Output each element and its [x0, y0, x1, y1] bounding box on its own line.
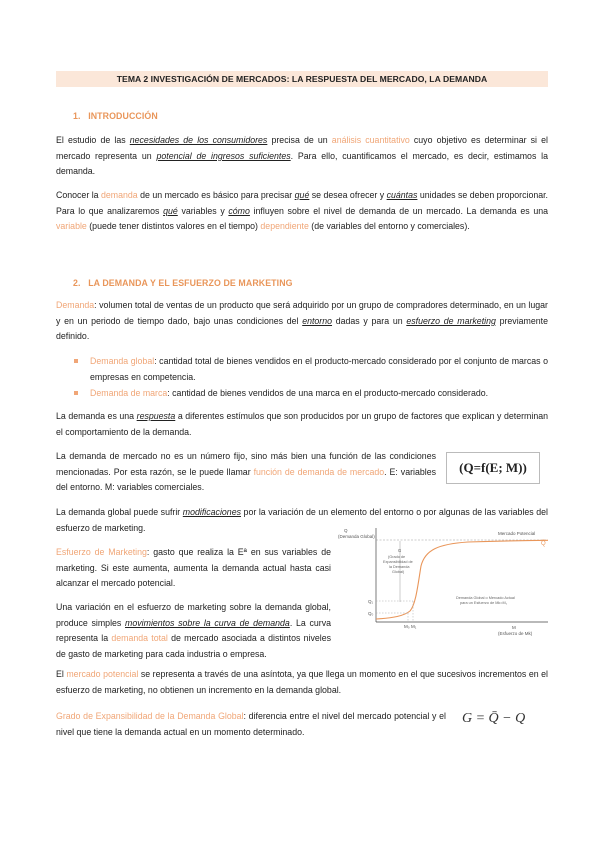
section-2-number: 2. [73, 278, 81, 288]
underlined-term: cómo [228, 205, 250, 216]
text: . La curva representa la [56, 617, 331, 644]
underlined-term: modificaciones [182, 507, 241, 517]
underlined-term: necesidades de los consumidores [129, 135, 268, 145]
highlight-term: Demanda de marca [90, 388, 168, 398]
highlight-term: análisis cuantitativo [331, 135, 410, 145]
text: . Para ello, cuantificamos el mercado, es decir, estimamos la demanda. [56, 150, 548, 177]
section-1-number: 1. [73, 111, 81, 121]
bullet-icon [74, 359, 78, 363]
section-2-title: LA DEMANDA Y EL ESFUERZO DE MARKETING [88, 278, 293, 288]
highlight-term: demanda [101, 190, 138, 200]
underlined-term: movimientos sobre la curva de demanda [125, 617, 290, 628]
x-axis-label-2: (Esfuerzo de Mk) [498, 631, 533, 636]
underlined-term: cuántas [386, 190, 418, 200]
underlined-term: entorno [302, 315, 333, 326]
underlined-term: qué [294, 190, 310, 200]
bullet-text [90, 386, 548, 402]
esfuerzo-marketing-paragraph [56, 545, 331, 592]
document-title: TEMA 2 INVESTIGACIÓN DE MERCADOS: LA RESPUESTA DEL MERCADO, LA DEMANDA [56, 71, 548, 87]
text: : diferencia entre el nivel del mercado potencial y el nivel que tiene la demanda actual en un momento determinado. [56, 711, 446, 737]
q-bar-label: Q̄ [541, 541, 546, 547]
text: por la variación de un elemento del entorno o por algunas de las variables del esfuerzo de marketing. [56, 507, 548, 533]
underlined-term: respuesta [136, 411, 176, 421]
highlight-term: Demanda global [90, 356, 155, 366]
m1-label: M₁ [411, 624, 417, 629]
demand-function-formula: (Q=f(E; M)) [446, 452, 540, 484]
section-1-title: INTRODUCCIÓN [88, 111, 158, 121]
highlight-term: Esfuerzo de Marketing [56, 547, 147, 557]
text: La demanda global puede sufrir [56, 507, 183, 517]
respuesta-paragraph [56, 409, 548, 440]
text: La demanda de mercado no es un número fijo, sino más bien una función de las condiciones mencionadas. Por esta razón, se le puede llamar [56, 451, 436, 477]
q1-label: Q₁ [368, 599, 374, 604]
underlined-term: potencial de ingresos suficientes [156, 150, 291, 161]
highlight-term: dependiente [260, 221, 309, 232]
bullet-demanda-marca [74, 386, 548, 402]
expansibility-formula: G = Q̄ − Q [462, 711, 526, 726]
bullet-text [90, 354, 548, 385]
g-desc-line-2: Expansibilidad de [383, 560, 413, 564]
x-axis-label-1: M [512, 625, 516, 630]
text: : volumen total de ventas de un producto que será adquirido por un grupo de compradores determinado, en un lugar y en un periodo de tiempo dado, bajo unas condiciones del [56, 300, 548, 326]
intro-paragraph-2 [56, 188, 548, 235]
text: unidades se deben proporcionar. Para lo que analizaremos [56, 190, 549, 216]
text: variables y [177, 205, 229, 216]
text: El estudio de las [56, 135, 130, 145]
demand-curve-diagram [338, 524, 552, 644]
section-1-heading [73, 111, 158, 121]
text: El [56, 669, 67, 679]
highlight-term: función de demanda de mercado [253, 466, 385, 477]
text: Una variación en el esfuerzo de marketing sobre la demanda global, produce simples [56, 602, 331, 628]
y-axis-label-2: (Demanda Global) [338, 534, 375, 539]
text: precisa de un [267, 135, 332, 145]
underlined-term: esfuerzo de marketing [406, 315, 496, 326]
variacion-wrap [56, 600, 331, 663]
text: influyen sobre el nivel de demanda de un mercado. La demanda es una [249, 205, 548, 216]
intro-paragraph-1 [56, 133, 548, 180]
potential-market-label: Mercado Potencial [498, 531, 536, 536]
text: : cantidad total de bienes vendidos en el producto-mercado considerado por el conjunto de marcas o empresas en competencia. [90, 356, 548, 382]
text: (de variables del entorno y comerciales). [308, 221, 470, 232]
text: : gasto que realiza la Eª en sus variables de marketing. Si este aumenta, aumenta la demanda actual hasta casi alcanzar el mercado potencial. [56, 547, 331, 589]
underlined-term: qué [163, 205, 178, 216]
bullet-icon [74, 391, 78, 395]
actual-demand-desc-1: Demanda Global o Mercado Actual [456, 596, 515, 600]
grado-expansibilidad-paragraph [56, 709, 446, 740]
text: previamente definido. [56, 315, 549, 342]
text: de mercado asociada a distintos niveles de gasto de marketing para cada industria o empresa. [56, 633, 332, 660]
text: (puede tener distintos valores en el tiempo) [86, 221, 261, 232]
g-desc-line-3: la Demanda [389, 565, 410, 569]
text: : cantidad de bienes vendidos de una marca en el producto-mercado considerado. [167, 388, 489, 398]
text: cuyo objetivo es determinar si el mercado representa un [56, 135, 548, 161]
y-axis-label-1: Q [344, 528, 348, 533]
text: Conocer la [56, 190, 101, 200]
text: . E: variables del entorno. M: variables comerciales. [56, 466, 437, 493]
highlight-term: Grado de Expansibilidad de la Demanda Global [56, 711, 244, 721]
text: La demanda es una [56, 411, 137, 421]
demand-curve [376, 540, 548, 619]
highlight-term: mercado potencial [66, 669, 139, 679]
funcion-demanda-paragraph [56, 449, 436, 496]
text: dadas y para un [332, 315, 407, 326]
m0-label: M₀ [404, 624, 410, 629]
section-2-heading [73, 278, 293, 288]
text: a diferentes estímulos que son producidos por un grupo de factores que explican y determinan el comportamiento de la demanda. [56, 411, 548, 437]
text: se desea ofrecer y [309, 190, 387, 200]
demanda-definition [56, 298, 548, 345]
highlight-term: variable [56, 221, 87, 232]
text: se representa a través de una asíntota, ya que llega un momento en el que sucesivos incrementos en el esfuerzo de marketing, no obtienen un incremento en la demanda global. [56, 669, 548, 695]
highlight-term: demanda total [111, 633, 168, 644]
actual-demand-desc-2: para un Esfuerzo de Mk=M₁ [460, 601, 507, 605]
g-desc-line-1: (Grado de [388, 555, 406, 559]
bullet-demanda-global [74, 354, 548, 386]
highlight-term: Demanda [56, 300, 95, 310]
mercado-potencial-paragraph [56, 667, 548, 698]
g-label: G [398, 548, 402, 553]
q0-label: Q₀ [368, 611, 374, 616]
g-desc-line-4: Global) [392, 570, 405, 574]
text: de un mercado es básico para precisar [137, 190, 295, 200]
